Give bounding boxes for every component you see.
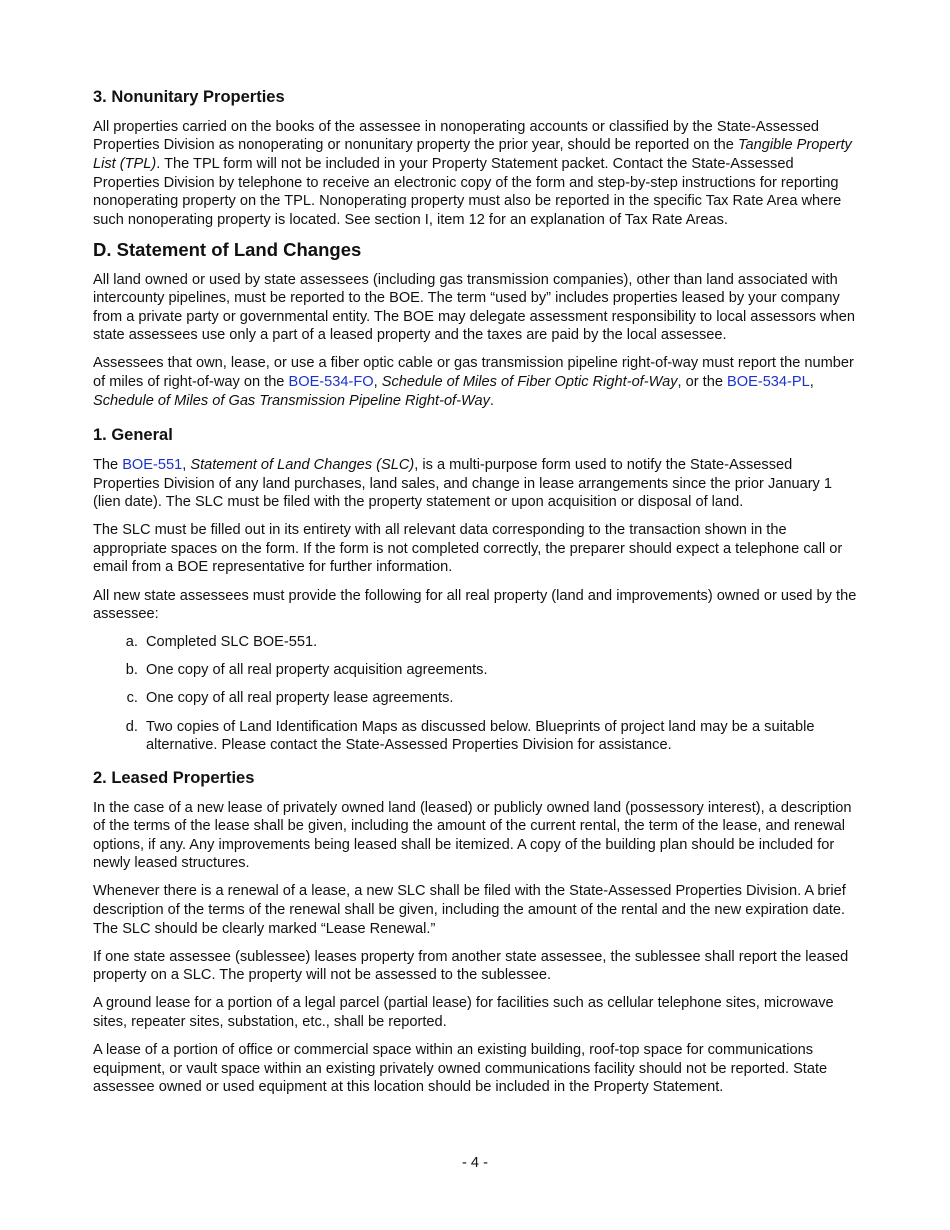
text-run: , (809, 374, 814, 391)
text-run: All properties carried on the books of the assessee in nonoperating accounts or classified by the State-Assessed Properties Division as nonoperating or nonunitary property the prior year, should be reported on the (93, 118, 820, 154)
general-paragraph-2: The SLC must be filled out in its entirety with all relevant data corresponding to the transaction shown in the appropriate spaces on the form. If the form is not completed correctly, the preparer should expect a telephone call or email from a BOE representative for further information. (93, 522, 843, 576)
list-item: c. One copy of all real property lease agreements. (142, 689, 858, 708)
boe-551-link[interactable]: BOE-551 (122, 457, 183, 473)
leased-paragraph-5: A lease of a portion of office or commercial space within an existing building, roof-top space for communications equipment, or vault space within an existing privately owned communications facility should not be reported. State assessee owned or used equipment at this location should be included in the Property Statement. (93, 1042, 828, 1096)
text-run: , (182, 457, 191, 473)
form-title-slc: Statement of Land Changes (SLC) (190, 457, 415, 473)
text-run: , or the (677, 374, 728, 391)
section-heading-leased: 2. Leased Properties (93, 768, 255, 787)
text-run: Assessees that own, lease, or use a fiber optic cable or gas transmission pipeline right-of-way must report the number of miles of right-of-way on the (93, 355, 854, 391)
section-heading-nonunitary: 3. Nonunitary Properties (93, 88, 285, 106)
leased-paragraph-3: If one state assessee (sublessee) leases property from another state assessee, the sublessee shall report the leased property on a SLC. The property will not be assessed to the sublessee. (93, 948, 849, 984)
text-run: . The TPL form will not be included in your Property Statement packet. Contact the State-Assessed Properties Division by telephone to receive an electronic copy of the form and step-by-step instructions for reporting nonoperating property on the TPL. Nonoperating property must also be reported in the specific Tax Rate Area where such nonoperating property is located. See section I, item 12 for an explanation of Tax Rate Areas. (93, 155, 842, 228)
section-heading-general: 1. General (93, 426, 173, 445)
list-item: a. Completed SLC BOE-551. (142, 633, 858, 652)
boe-534-pl-link[interactable]: BOE-534-PL (727, 374, 810, 391)
leased-paragraph-1: In the case of a new lease of privately owned land (leased) or publicly owned land (possessory interest), a description of the terms of the lease shall be given, including the amount of the current rental, the term of the lease, and renewal options, if any. Any improvements being leased shall be itemized. A copy of the building plan should be included for newly leased structures. (93, 799, 852, 872)
list-item: b. One copy of all real property acquisition agreements. (142, 661, 858, 680)
text-run: . (489, 392, 494, 409)
boe-534-fo-link[interactable]: BOE-534-FO (288, 374, 374, 391)
form-title-gas-pipeline: Schedule of Miles of Gas Transmission Pipeline Right-of-Way (93, 392, 490, 409)
section-heading-land-changes: D. Statement of Land Changes (93, 239, 362, 261)
requirements-list (93, 633, 858, 754)
text-run: , (373, 374, 382, 391)
page-number: - 4 - (462, 1155, 488, 1171)
nonunitary-paragraph (93, 118, 858, 230)
form-title-fiber-optic: Schedule of Miles of Fiber Optic Right-of-Way (381, 374, 678, 391)
list-item: d. Two copies of Land Identification Maps as discussed below. Blueprints of project land may be a suitable alternative. Please contact the State-Assessed Properties Division for assistance. (142, 718, 858, 755)
general-paragraph-3: All new state assessees must provide the following for all real property (land and improvements) owned or used by the assessee: (93, 587, 857, 623)
leased-paragraph-2: Whenever there is a renewal of a lease, a new SLC shall be filed with the State-Assessed Properties Division. A brief description of the terms of the renewal shall be given, including the amount of the rental and the new expiration date. The SLC should be clearly marked “Lease Renewal.” (93, 883, 846, 937)
land-changes-paragraph-2 (93, 354, 858, 410)
text-run: The (93, 457, 123, 473)
text-run: , is a multi-purpose form used to notify the State-Assessed Properties Division of any land purchases, land sales, and change in lease arrangements since the prior January 1 (lien date). The SLC must be filed with the property statement or upon acquisition or disposal of land. (93, 457, 833, 511)
land-changes-paragraph-1: All land owned or used by state assessees (including gas transmission companies), other than land associated with intercounty pipelines, must be reported to the BOE. The term “used by” includes properties leased by your company from a private party or governmental entity. The BOE may delegate assessment responsibility to local assessors when state assessees use only a part of a leased property and the taxes are paid by the local assessee. (93, 271, 855, 344)
general-paragraph-1 (93, 456, 858, 512)
form-title-tpl: Tangible Property List (TPL) (93, 137, 852, 172)
leased-paragraph-4: A ground lease for a portion of a legal parcel (partial lease) for facilities such as cellular telephone sites, microwave sites, repeater sites, substation, etc., shall be reported. (93, 995, 834, 1030)
